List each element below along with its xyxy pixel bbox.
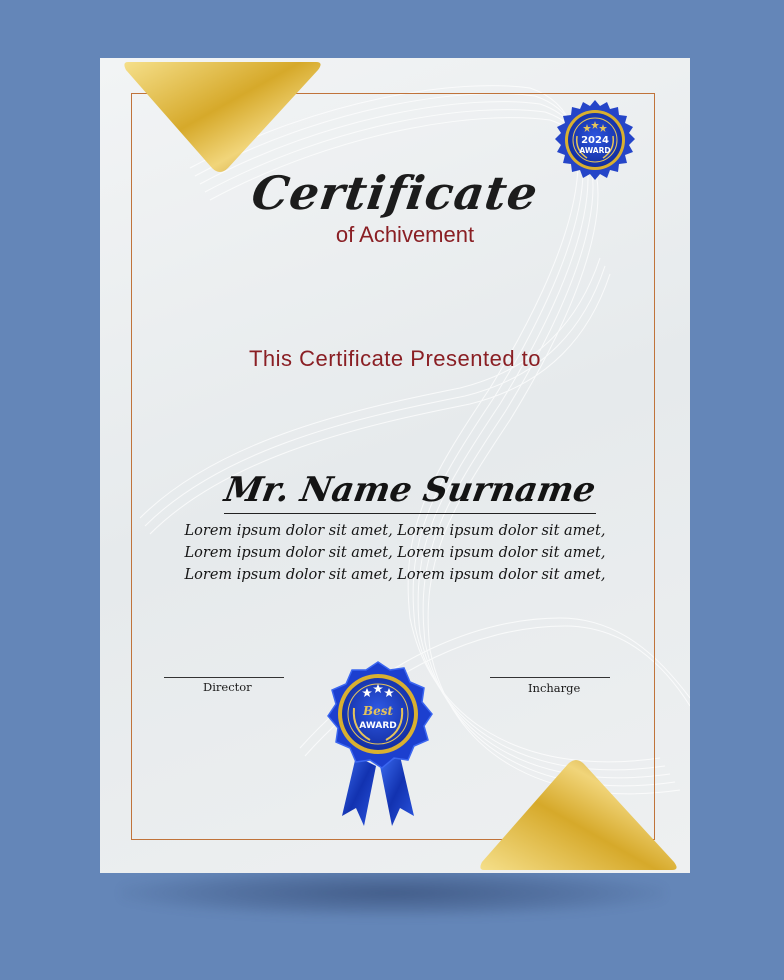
director-label: Director: [203, 680, 252, 694]
gold-corner-ribbon-bottom: [476, 754, 682, 873]
certificate-subtitle: of Achivement: [335, 222, 475, 247]
best-award-badge: [318, 656, 438, 832]
badge-award-text: AWARD: [359, 721, 397, 731]
body-line: Lorem ipsum dolor sit amet, Lorem ipsum dolor sit amet,: [184, 567, 606, 583]
presented-to-text: This Certificate Presented to: [248, 346, 542, 371]
body-line: Lorem ipsum dolor sit amet, Lorem ipsum dolor sit amet,: [184, 545, 606, 561]
name-underline: [224, 513, 596, 514]
incharge-signature-line: [490, 677, 610, 678]
seal-award-text: AWARD: [579, 146, 611, 155]
gold-corner-ribbon-top: [120, 58, 326, 176]
certificate-title: Certificate: [248, 166, 542, 220]
paper-shadow: [120, 868, 665, 918]
certificate-body: [160, 520, 630, 586]
recipient-name: Mr. Name Surname: [221, 470, 599, 510]
certificate-paper: [100, 58, 690, 873]
body-line: Lorem ipsum dolor sit amet, Lorem ipsum dolor sit amet,: [184, 523, 606, 539]
incharge-label: Incharge: [528, 681, 581, 695]
badge-best-text: Best: [362, 704, 394, 718]
seal-year-text: 2024: [581, 135, 609, 146]
director-signature-line: [164, 677, 284, 678]
